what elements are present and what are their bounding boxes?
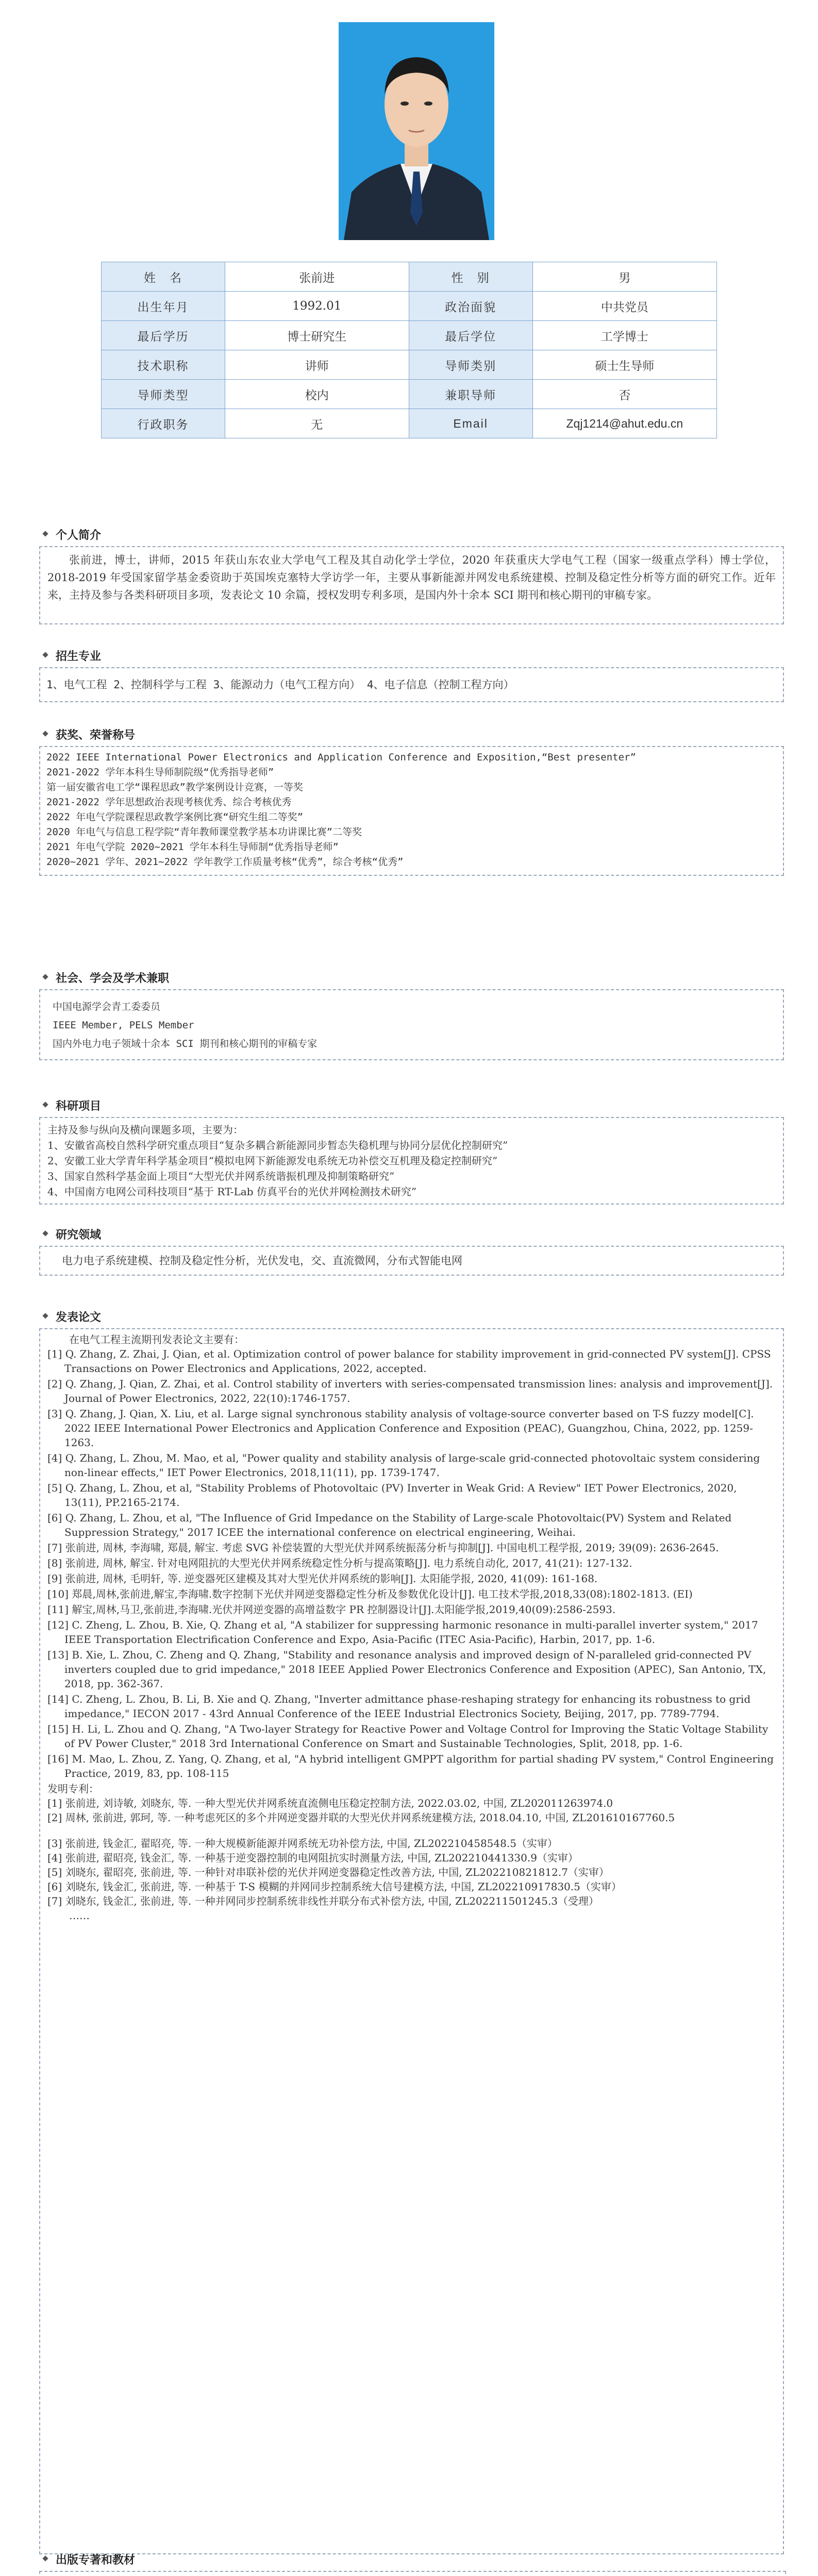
paper-item: [5] Q. Zhang, L. Zhou, et al, "Stability Problems of Photovoltaic (PV) Inverter in Weak Grid: A Review" IET Power Electronics, 2020, 13(11), PP.2165-2174. — [47, 1482, 737, 1509]
award-item: 2021-2022 学年本科生导师制院级“优秀指导老师” — [46, 767, 274, 778]
award-item: 2022 年电气学院课程思政教学案例比赛“研究生组二等奖” — [46, 811, 304, 823]
info-value: 张前进 — [225, 262, 409, 292]
info-label: 姓 名 — [102, 262, 225, 292]
info-label: 政治面貌 — [409, 292, 532, 321]
paper-item: [10] 郑晨,周林,张前进,解宝,李海啸.数字控制下光伏并网逆变器稳定性分析及参数优化设计[J]. 电工技术学报,2018,33(08):1802-1813. (EI) — [47, 1588, 693, 1600]
section-title: 科研项目 — [56, 1099, 102, 1113]
info-row — [102, 409, 717, 438]
info-value: 校内 — [225, 380, 409, 409]
project-item: 4、中国南方电网公司科技项目“基于 RT-Lab 仿真平台的光伏并网检测技术研究” — [47, 1185, 417, 1198]
intro-box — [39, 546, 784, 624]
profile-info-table — [101, 262, 717, 438]
info-label: 性 别 — [409, 262, 532, 292]
project-item: 主持及参与纵向及横向课题多项，主要为： — [47, 1124, 243, 1136]
paper-item: [2] Q. Zhang, J. Qian, Z. Zhai, et al. Control stability of inverters with series-compensated transmission lines: analysis and improvement[J]. Journal of Power Electronics, 2022, 22(10):1746-1757. — [47, 1378, 773, 1404]
paper-item: [9] 张前进, 周林, 毛明轩, 等. 逆变器死区建模及其对大型光伏并网系统的影响[J]. 太阳能学报, 2020, 41(09): 161-168. — [47, 1572, 598, 1585]
patent-item: [4] 张前进, 翟昭亮, 钱金汇, 等. 一种基于逆变器控制的电网阻抗实时测量方法, 中国, ZL202210441330.9（实审） — [47, 1852, 578, 1864]
section-papers — [39, 1309, 785, 1922]
books-box — [39, 2571, 786, 2576]
fields-box — [39, 1246, 784, 1276]
paper-item: [14] C. Zheng, L. Zhou, B. Li, B. Xie and Q. Zhang, "Inverter admittance phase-reshaping strategy for enhancing its robustness to grid impedance," IECON 2017 - 43rd Annual Conference of the IEEE Industrial Electronics Society, Beijing, 2017, pp. 7789-7794. — [47, 1693, 751, 1720]
majors-box — [39, 667, 784, 702]
section-title: 个人简介 — [56, 528, 102, 542]
paper-item: [12] C. Zheng, L. Zhou, B. Xie, Q. Zhang et al, "A stabilizer for suppressing harmonic resonance in multi-parallel inverter system," 2017 IEEE Transportation Electrification Conference and Expo, Asia-Pacific (ITEC Asia-Pacific), Harbin, 2017, pp. 1-6. — [47, 1619, 758, 1646]
award-item: 2020 年电气与信息工程学院“青年教师课堂教学基本功讲课比赛”二等奖 — [46, 826, 362, 838]
paper-item: [16] M. Mao, L. Zhou, Z. Yang, Q. Zhang, et al, "A hybrid intelligent GMPPT algorithm for partial shading PV system," Control Engineering Practice, 2019, 83, pp. 108-115 — [47, 1753, 774, 1780]
paper-item: [13] B. Xie, L. Zhou, C. Zheng and Q. Zhang, "Stability and resonance analysis and improved design of N-paralleled grid-connected PV inverters coupled due to grid impedance," 2018 IEEE Applied Power Electronics Conference and Exposition (APEC), San Antonio, TX, 2018, pp. 362-367. — [47, 1649, 766, 1690]
project-item: 2、安徽工业大学青年科学基金项目“模拟电网下新能源发电系统无功补偿交互机理及稳定控制研究” — [47, 1155, 498, 1167]
section-title: 获奖、荣誉称号 — [56, 728, 136, 742]
papers-box — [39, 1328, 784, 2554]
section-society — [39, 970, 785, 1049]
diamond-bullet-icon — [42, 975, 47, 980]
info-value: 博士研究生 — [225, 321, 409, 350]
award-item: 2022 IEEE International Power Electronics and Application Conference and Exposition,“Best presenter” — [46, 752, 636, 763]
section-title: 社会、学会及学术兼职 — [56, 971, 170, 985]
info-value: 男 — [532, 262, 716, 292]
majors-text: 1、电气工程 2、控制科学与工程 3、能源动力（电气工程方向） 4、电子信息（控制工程方向） — [46, 678, 514, 691]
award-item: 2020~2021 学年、2021~2022 学年教学工作质量考核“优秀”，综合考核“优秀” — [46, 856, 404, 868]
society-item: IEEE Member, PELS Member — [53, 1020, 194, 1031]
diamond-bullet-icon — [42, 1314, 47, 1319]
info-row — [102, 262, 717, 292]
info-label: 行政职务 — [102, 409, 225, 438]
info-label: Email — [409, 409, 532, 438]
patent-item: [6] 刘晓东, 钱金汇, 张前进, 等. 一种基于 T-S 模糊的并网同步控制系统大信号建模方法, 中国, ZL202210917830.5（实审） — [47, 1880, 622, 1893]
diamond-bullet-icon — [42, 1231, 47, 1236]
more-ellipsis: …… — [69, 1909, 90, 1922]
award-item: 第一届安徽省电工学“课程思政”教学案例设计竞赛，一等奖 — [46, 782, 303, 793]
paper-item: [1] Q. Zhang, Z. Zhai, J. Qian, et al. Optimization control of power balance for stability improvement in grid-connected PV system[J]. CPSS Transactions on Power Electronics and Applications, 2022, accepted. — [47, 1348, 771, 1375]
paper-item: [11] 解宝,周林,马卫,张前进,李海啸.光伏并网逆变器的高增益数字 PR 控制器设计[J].太阳能学报,2019,40(09):2586-2593. — [47, 1603, 616, 1616]
info-label: 导师类别 — [409, 350, 532, 380]
paper-item: [15] H. Li, L. Zhou and Q. Zhang, "A Two-layer Strategy for Reactive Power and Voltage Control for Improving the Static Voltage Stability of PV Power Cluster," 2018 3rd International Conference on Smart and Sustainable Technologies, Split, 2018, pp. 1-6. — [47, 1723, 769, 1750]
patent-item: [3] 张前进, 钱金汇, 翟昭亮, 等. 一种大规模新能源并网系统无功补偿方法, 中国, ZL202210458548.5（实审） — [47, 1837, 558, 1850]
info-row — [102, 350, 717, 380]
patent-item: [2] 周林, 张前进, 郭珂, 等. 一种考虑死区的多个并网逆变器并联的大型光伏并网系统建模方法, 2018.04.10, 中国, ZL201610167760.5 — [47, 1811, 675, 1824]
projects-box — [39, 1117, 784, 1205]
info-label: 技术职称 — [102, 350, 225, 380]
section-fields — [39, 1226, 785, 1267]
project-item: 3、国家自然科学基金面上项目“大型光伏并网系统谐振机理及抑制策略研究” — [47, 1170, 395, 1182]
paper-item: [4] Q. Zhang, L. Zhou, M. Mao, et al, "Power quality and stability analysis of large-scale grid-connected photovoltaic system considering non-linear effects," IET Power Electronics, 2018,11(11), pp. 1739-1747. — [47, 1452, 760, 1479]
society-item: 中国电源学会青工委委员 — [53, 1001, 161, 1012]
project-item: 1、安徽省高校自然科学研究重点项目“复杂多耦合新能源同步暂态失稳机理与协同分层优化控制研究” — [47, 1139, 508, 1151]
diamond-bullet-icon — [42, 653, 47, 658]
society-box — [39, 989, 784, 1060]
fields-text: 电力电子系统建模、控制及稳定性分析，光伏发电，交、直流微网，分布式智能电网 — [62, 1254, 462, 1267]
section-projects — [39, 1097, 785, 1198]
section-intro — [39, 527, 785, 601]
paper-item: [7] 张前进, 周林, 李海啸, 郑晨, 解宝. 考虑 SVG 补偿装置的大型光伏并网系统振荡分析与抑制[J]. 中国电机工程学报, 2019; 39(09): 2636-2645. — [47, 1541, 719, 1554]
award-item: 2021-2022 学年思想政治表现考核优秀、综合考核优秀 — [46, 796, 292, 808]
info-label: 兼职导师 — [409, 380, 532, 409]
info-value: 工学博士 — [532, 321, 716, 350]
section-majors — [39, 648, 785, 691]
papers-intro: 在电气工程主流期刊发表论文主要有： — [69, 1333, 244, 1346]
intro-text: 张前进，博士，讲师，2015 年获山东农业大学电气工程及其自动化学士学位，2020 年获重庆大学电气工程（国家一级重点学科）博士学位，2018-2019 年受国家留学基金委资助于英国埃克塞特大学访学一年，主要从事新能源并网发电系统建模、控制及稳定性分析等方面的研究工作。近年来，主持及参与各类科研项目多项，发表论文 10 余篇，授权发明专利多项，是国内外十余本 SCI 期刊和核心期刊的审稿专家。 — [47, 554, 776, 601]
info-value: 无 — [225, 409, 409, 438]
info-value[interactable]: Zqj1214@ahut.edu.cn — [532, 409, 716, 438]
section-title: 发表论文 — [56, 1310, 102, 1324]
diamond-bullet-icon — [42, 732, 47, 737]
portrait-image — [339, 22, 494, 240]
diamond-bullet-icon — [42, 532, 47, 537]
info-label: 出生年月 — [102, 292, 225, 321]
society-item: 国内外电力电子领域十余本 SCI 期刊和核心期刊的审稿专家 — [53, 1038, 318, 1049]
section-title: 研究领域 — [56, 1228, 102, 1242]
info-label: 导师类型 — [102, 380, 225, 409]
patent-item: [5] 刘晓东, 翟昭亮, 张前进, 等. 一种针对串联补偿的光伏并网逆变器稳定性改善方法, 中国, ZL202210821812.7（实审） — [47, 1866, 609, 1878]
awards-box — [39, 746, 784, 876]
paper-item: [6] Q. Zhang, L. Zhou, et al, "The Influence of Grid Impedance on the Stability of Large-scale Photovoltaic(PV) System and Related Suppression Strategy," 2017 ICEE the international conference on electrical engineering, Weihai. — [47, 1512, 732, 1538]
patent-item: [7] 刘晓东, 钱金汇, 张前进, 等. 一种并网同步控制系统非线性并联分布式补偿方法, 中国, ZL202211501245.3（受理） — [47, 1895, 599, 1907]
profile-photo — [339, 22, 494, 240]
info-value: 否 — [532, 380, 716, 409]
diamond-bullet-icon — [42, 2556, 47, 2562]
diamond-bullet-icon — [42, 1103, 47, 1108]
paper-item: [8] 张前进, 周林, 解宝. 针对电网阻抗的大型光伏并网系统稳定性分析与提高策略[J]. 电力系统自动化, 2017, 41(21): 127-132. — [47, 1557, 632, 1569]
info-row — [102, 292, 717, 321]
section-books — [39, 2551, 785, 2567]
info-row — [102, 380, 717, 409]
info-value: 讲师 — [225, 350, 409, 380]
info-label: 最后学位 — [409, 321, 532, 350]
info-value: 硕士生导师 — [532, 350, 716, 380]
section-title: 招生专业 — [56, 649, 102, 663]
info-value: 中共党员 — [532, 292, 716, 321]
info-label: 最后学历 — [102, 321, 225, 350]
award-item: 2021 年电气学院 2020~2021 学年本科生导师制“优秀指导老师” — [46, 841, 339, 853]
info-value: 1992.01 — [225, 292, 409, 321]
info-row — [102, 321, 717, 350]
section-title: 出版专著和教材 — [56, 2553, 136, 2567]
patent-item: [1] 张前进, 刘诗敏, 刘晓东, 等. 一种大型光伏并网系统直流侧电压稳定控制方法, 2022.03.02, 中国, ZL202011263974.0 — [47, 1797, 613, 1809]
patent-heading: 发明专利： — [47, 1783, 99, 1795]
paper-item: [3] Q. Zhang, J. Qian, X. Liu, et al. Large signal synchronous stability analysis of voltage-source converter based on T-S fuzzy model[C]. 2022 IEEE International Power Electronics and Application Conference and Exposition (PEAC), Guangzhou, China, 2022, pp. 1259-1263. — [47, 1408, 754, 1449]
section-awards — [39, 726, 785, 868]
